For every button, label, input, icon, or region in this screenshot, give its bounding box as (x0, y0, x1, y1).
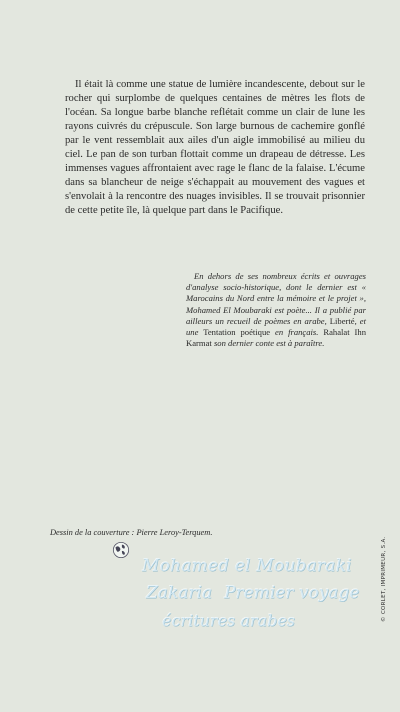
bio-work-1: Liberté, (329, 315, 357, 326)
globe-logo-icon (112, 541, 130, 559)
excerpt-text: Il était là comme une statue de lumière incandescente, debout sur le rocher qui surplombe de quelques centaines de mètres les flots de l'océan. Sa longue barbe blanche reflétait comme un clair de lune les rayons cuivrés du crépuscule. Son large burnous de cachemire gonflé par le vent ressemblait aux ailes d'un aigle immobilisé au milieu du ciel. Le pan de son turban flottait comme un drapeau de détresse. Les immenses vagues affrontaient avec rage le flanc de la falaise. L'écume dans sa blancheur de neige s'échappait au mouvement des vagues et s'envolait à la rencontre des nuages invisibles. Il se trouvait prisonnier de cette petite île, là quelque part dans le Pacifique. (65, 79, 365, 216)
series-name: écritures arabes (162, 611, 295, 630)
printer-credit: © CORLET, IMPRIMEUR, S.A. (381, 536, 387, 622)
bio-part-4: son dernier conte est à paraître. (213, 338, 325, 349)
author-name: Mohamed el Moubaraki (142, 556, 352, 576)
book-title (146, 583, 359, 603)
bio-work-3: Rahalat Ihn Karmat (186, 327, 367, 349)
bio-part-1: En dehors de ses nombreux écrits et ouvrages d'analyse socio-historique, dont le dernier est « Marocains du Nord entre la mémoire et le projet », Mohamed El Moubaraki est poète... Il a publié par ailleurs un recueil de poèmes en arabe, (186, 271, 366, 326)
bio-part-3: en français. (275, 327, 319, 338)
printer-credit-wrap (381, 536, 389, 712)
bio-work-2: Tentation poétique (203, 327, 271, 338)
book-title-main: Zakaria (146, 583, 213, 603)
author-bio (186, 271, 366, 349)
cover-credit: Dessin de la couverture : Pierre Leroy-Terquem. (50, 528, 213, 537)
book-title-sub: Premier voyage (224, 583, 360, 603)
bio-part-2: et une (186, 315, 366, 338)
